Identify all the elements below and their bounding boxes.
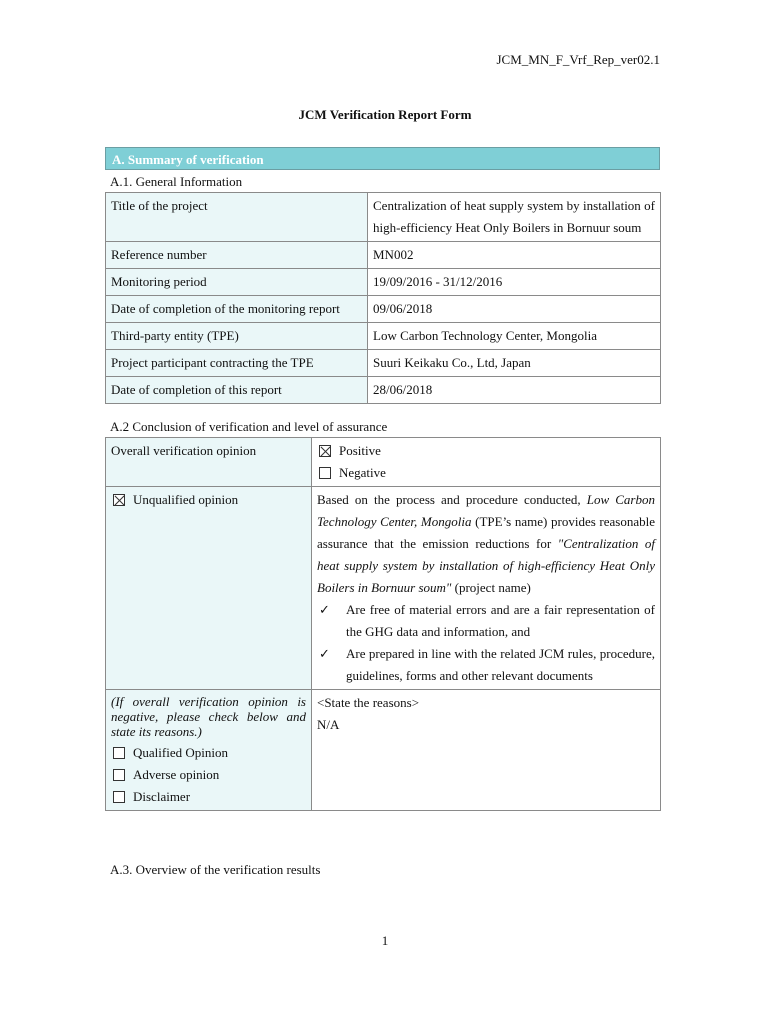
- row-label: Date of completion of the monitoring report: [106, 296, 368, 323]
- row-value: 28/06/2018: [368, 377, 661, 404]
- statement-text: Based on the process and procedure conducted,: [317, 492, 587, 507]
- reasons-label: <State the reasons>: [317, 695, 420, 710]
- table-row: [106, 350, 661, 377]
- bullet-text: Are free of material errors and are a fair representation of the GHG data and information, and: [346, 602, 655, 639]
- a3-heading: A.3. Overview of the verification results: [110, 862, 321, 877]
- row-label: Date of completion of this report: [106, 377, 368, 404]
- table-row: [106, 323, 661, 350]
- row-value: 09/06/2018: [368, 296, 661, 323]
- unqualified-label: Unqualified opinion: [133, 492, 239, 507]
- general-info-table: [105, 192, 661, 404]
- tpe-name: Low Carbon Technology Center, Mongolia: [317, 492, 655, 529]
- row-label: Title of the project: [106, 193, 368, 242]
- positive-label: Positive: [339, 443, 381, 458]
- row-label: Reference number: [106, 242, 368, 269]
- row-value: Centralization of heat supply system by installation of high-efficiency Heat Only Boilers in Bornuur soum: [368, 193, 661, 242]
- adverse-checkbox[interactable]: [113, 769, 125, 781]
- table-row: [106, 377, 661, 404]
- disclaimer-checkbox[interactable]: [113, 791, 125, 803]
- qualified-label: Qualified Opinion: [133, 745, 228, 760]
- negative-note: (If overall verification opinion is negative, please check below and state its reasons.): [111, 694, 306, 739]
- positive-checkbox[interactable]: [319, 445, 331, 457]
- table-row: [106, 296, 661, 323]
- row-label: Project participant contracting the TPE: [106, 350, 368, 377]
- table-row: [106, 438, 661, 487]
- statement-text: (project name): [451, 580, 531, 595]
- row-label: Monitoring period: [106, 269, 368, 296]
- page-number: 1: [381, 933, 389, 948]
- overall-opinion-label: Overall verification opinion: [106, 438, 312, 487]
- row-value: Low Carbon Technology Center, Mongolia: [368, 323, 661, 350]
- list-item: [317, 643, 655, 687]
- verification-statement: [312, 487, 661, 690]
- unqualified-checkbox[interactable]: [113, 494, 125, 506]
- document-id: JCM_MN_F_Vrf_Rep_ver02.1: [496, 52, 660, 67]
- reasons-value: N/A: [317, 717, 340, 732]
- negative-checkbox[interactable]: [319, 467, 331, 479]
- form-title: JCM Verification Report Form: [298, 107, 472, 122]
- list-item: [317, 599, 655, 643]
- table-row: [106, 193, 661, 242]
- conclusion-table: [105, 437, 661, 811]
- project-name: "Centralization of heat supply system by installation of high-efficiency Heat Only Boilers in Bornuur soum": [317, 536, 655, 595]
- table-row: [106, 690, 661, 811]
- bullet-text: Are prepared in line with the related JCM rules, procedure, guidelines, forms and other relevant documents: [346, 646, 655, 683]
- table-row: [106, 487, 661, 690]
- row-value: Suuri Keikaku Co., Ltd, Japan: [368, 350, 661, 377]
- adverse-label: Adverse opinion: [133, 767, 220, 782]
- negative-label: Negative: [339, 465, 386, 480]
- checkmark-icon: ✓: [319, 646, 330, 661]
- a2-heading: A.2 Conclusion of verification and level of assurance: [110, 419, 388, 434]
- qualified-checkbox[interactable]: [113, 747, 125, 759]
- table-row: [106, 269, 661, 296]
- row-label: Third-party entity (TPE): [106, 323, 368, 350]
- section-a-title: A. Summary of verification: [105, 147, 660, 170]
- disclaimer-label: Disclaimer: [133, 789, 191, 804]
- checkmark-icon: ✓: [319, 602, 330, 617]
- table-row: [106, 242, 661, 269]
- a1-heading: A.1. General Information: [110, 174, 243, 189]
- statement-text: (TPE’s name) provides reasonable assurance that the emission reductions for: [317, 514, 655, 551]
- row-value: MN002: [368, 242, 661, 269]
- row-value: 19/09/2016 - 31/12/2016: [368, 269, 661, 296]
